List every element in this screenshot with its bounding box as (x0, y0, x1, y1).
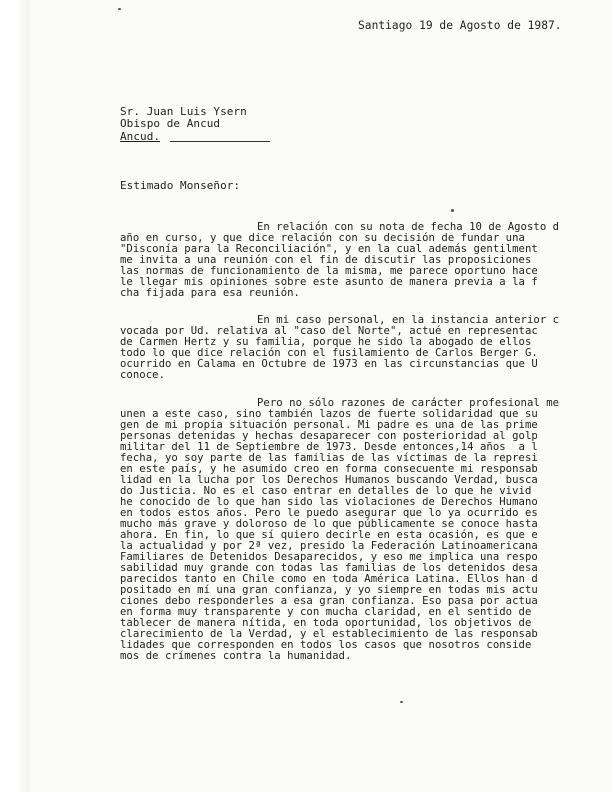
paragraph-1-line: año en curso, y que dice relación con su decisión de fundar una (120, 232, 525, 244)
paragraph-3-line: ciones debo responderles a esa gran confianza. Eso pasa por actua (120, 595, 538, 607)
salutation: Estimado Monseñor: (120, 179, 241, 192)
paragraph-3-line: la actualidad y por 2ª vez, presido la Federación Latinoamericana (120, 540, 538, 552)
paragraph-3-line: en este país, y he asumido creo en forma consecuente mi responsab (120, 463, 538, 475)
paragraph-3-line: ahora. En fin, lo que sí quiero decirle en esta ocasión, es que e (120, 529, 538, 541)
paragraph-3-line: fecha, yo soy parte de las familias de las víctimas de la represi (120, 452, 538, 464)
paragraph-3-line: lidades que corresponden en todos los casos que nosotros conside (120, 639, 532, 651)
address-underline (170, 141, 270, 142)
paragraph-1-line: "Disconía para la Reconciliación", y en la cual además gentilment (120, 243, 538, 255)
paragraph-2-line: ocurrido en Calama en Octubre de 1973 en las circunstancias que U (120, 358, 538, 370)
paragraph-2-line: vocada por Ud. relativa al "caso del Norte", actué en representac (120, 325, 538, 337)
recipient-name: Sr. Juan Luis Ysern (120, 105, 247, 118)
paragraph-2-line: de Carmen Hertz y su familia, porque he sido la abogado de ellos (120, 336, 532, 348)
paragraph-3-line: personas detenidas y hechas desaparecer con posterioridad al golp (120, 430, 538, 442)
ink-speck (400, 701, 403, 703)
paragraph-3-line: he conocido de lo que han sido las violaciones de Derechos Humano (120, 496, 538, 508)
ink-speck (118, 8, 121, 10)
paragraph-3-line: militar del 11 de Septiembre de 1973. Desde entonces,14 años a l (120, 441, 538, 453)
paragraph-3-line: do Justicia. No es el caso entrar en detalles de lo que he vivid (120, 485, 532, 497)
paragraph-2-line: conoce. (120, 369, 165, 381)
scan-margin (0, 0, 30, 792)
paragraph-1-line: cha fijada para esa reunión. (120, 287, 300, 299)
paragraph-3-line: mos de crímenes contra la humanidad. (120, 650, 352, 662)
paragraph-3-line: tablecer de manera nítida, en toda oportunidad, los objetivos de (120, 617, 532, 629)
paragraph-3-line: sabilidad muy grande con todas las familias de los detenidos desa (120, 562, 538, 574)
paragraph-3-line: parecidos tanto en Chile como en toda América Latina. Ellos han d (120, 573, 538, 585)
paragraph-3-line: lidad en la lucha por los Derechos Humanos buscando Verdad, busca (120, 474, 538, 486)
recipient-city: Ancud. (120, 130, 161, 143)
letter-date: Santiago 19 de Agosto de 1987. (358, 19, 562, 32)
paragraph-3-line: mucho más grave y doloroso de lo que públicamente se conoce hasta (120, 518, 538, 530)
paragraph-1-line: En relación con su nota de fecha 10 de Agosto d (257, 221, 560, 233)
paragraph-2-line: En mi caso personal, en la instancia anterior c (257, 314, 560, 326)
paragraph-1-line: le llegar mis opiniones sobre este asunto de manera previa a la f (120, 276, 538, 288)
paragraph-3-line: unen a este caso, sino también lazos de fuerte solidaridad que su (120, 408, 538, 420)
paragraph-3-line: clarecimiento de la Verdad, y el establecimiento de las responsab (120, 628, 538, 640)
ink-speck (451, 209, 454, 212)
paragraph-3-line: en todos estos años. Pero le puedo asegurar que lo ya ocurrido es (120, 507, 538, 519)
paragraph-3-line: gen de mi propia situación personal. Mi padre es una de las prime (120, 419, 538, 431)
paragraph-3-line: positado en mí una gran confianza, y yo siempre en todas mis actu (120, 584, 538, 596)
paragraph-3-line: Pero no sólo razones de carácter profesional me (257, 397, 560, 409)
paragraph-3-line: Familiares de Detenidos Desaparecidos, y eso me implica una respo (120, 551, 538, 563)
recipient-title: Obispo de Ancud (120, 117, 221, 130)
paragraph-1-line: las normas de funcionamiento de la misma, me parece oportuno hace (120, 265, 538, 277)
paragraph-2-line: todo lo que dice relación con el fusilamiento de Carlos Berger G. (120, 347, 538, 359)
paragraph-1-line: me invita a una reunión con el fin de discutir las proposiciones (120, 254, 532, 266)
paragraph-3-line: en forma muy transparente y con mucha claridad, en el sentido de (120, 606, 532, 618)
